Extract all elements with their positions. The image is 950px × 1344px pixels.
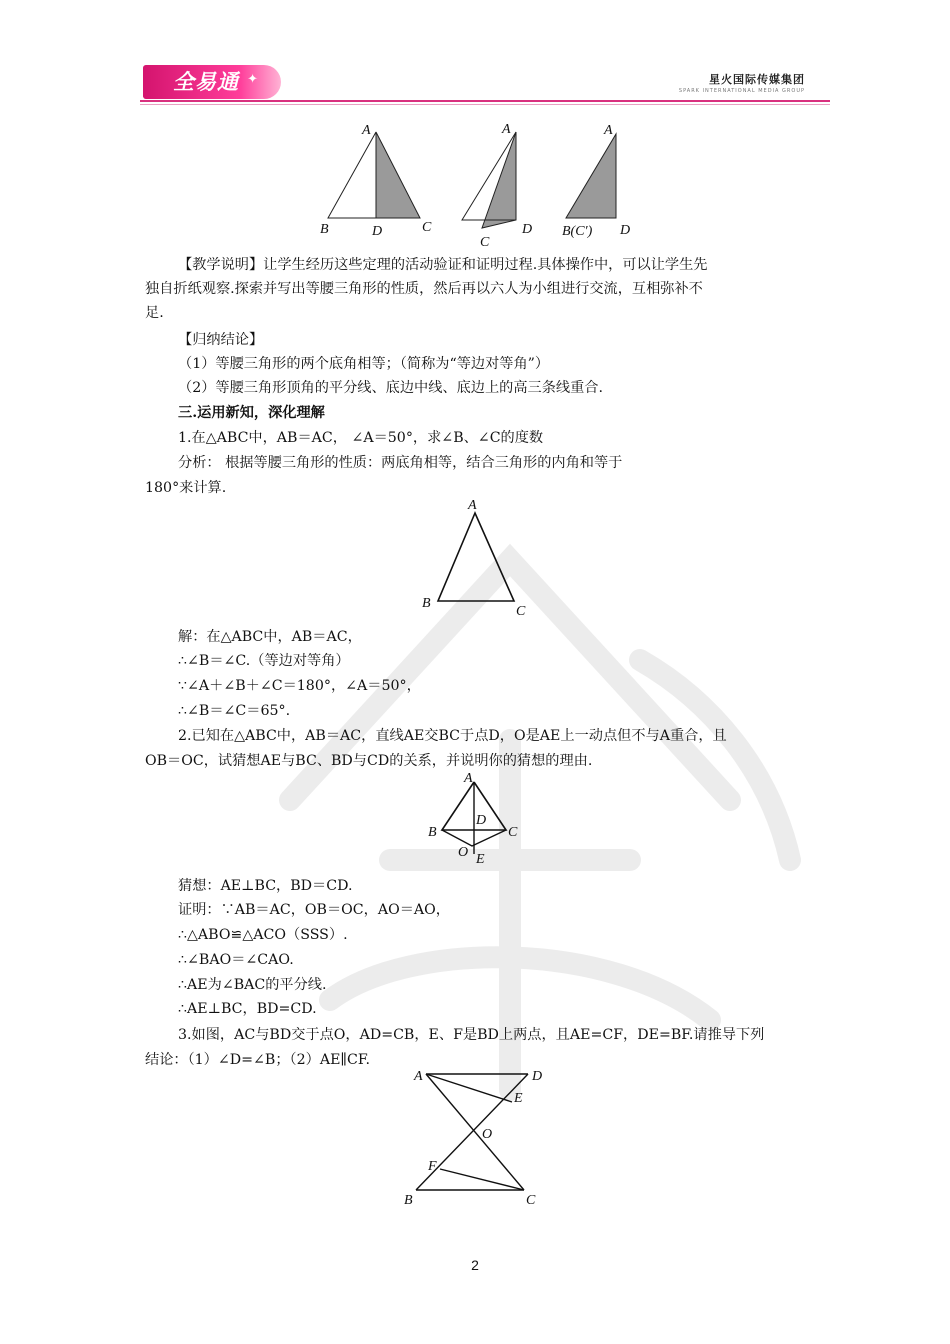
section-title: 三.运用新知，深化理解: [178, 405, 325, 421]
brand-logo: [143, 65, 281, 99]
fig2-label-c: C: [480, 235, 490, 250]
p3-label-a: A: [414, 1069, 423, 1084]
problem2-figure: [420, 770, 530, 870]
conclusion-item-2: （2）等腰三角形顶角的平分线、底边中线、底边上的高三条线重合.: [178, 380, 603, 396]
header-rule-thin: [140, 104, 830, 105]
p1-label-b: B: [422, 596, 431, 611]
fold-figure-3: [562, 123, 630, 239]
problem2-proof-4: ∴AE为∠BAC的平分线.: [178, 977, 327, 993]
p2-label-o: O: [458, 845, 469, 860]
fig2-label-a: A: [502, 122, 511, 137]
fold-figure-1: [320, 123, 432, 239]
fig3-label-bc: B(C′): [562, 224, 593, 239]
problem1-statement: 1.在△ABC中，AB＝AC， ∠A＝50°，求∠B、∠C的度数: [178, 430, 544, 446]
conclusion-item-1: （1）等腰三角形的两个底角相等；（简称为“等边对等角”）: [178, 356, 550, 372]
fig1-label-a: A: [362, 123, 371, 138]
problem3-statement-1: 3.如图，AC与BD交于点O，AD=CB，E、F是BD上两点，且AE=CF，DE=BF.请推导下列: [178, 1027, 765, 1043]
fig1-label-c: C: [422, 220, 432, 235]
logo-text: 全易通: [173, 70, 239, 94]
fig1-label-d: D: [372, 224, 383, 239]
conclusion-title: 【归纳结论】: [178, 332, 264, 348]
p3-label-o: O: [482, 1127, 493, 1142]
fig1-label-b: B: [320, 222, 329, 237]
p2-label-c: C: [508, 825, 518, 840]
brand-name-cn: 星火国际传媒集团: [709, 73, 805, 86]
problem1-analysis-1: 分析： 根据等腰三角形的性质：两底角相等，结合三角形的内角和等于: [178, 455, 623, 471]
teaching-note-line1: 【教学说明】让学生经历这些定理的活动验证和证明过程.具体操作中，可以让学生先: [178, 257, 708, 273]
problem2-statement-1: 2.已知在△ABC中，AB＝AC，直线AE交BC于点D，O是AE上一动点但不与A重合，且: [178, 728, 727, 744]
problem2-proof-2: ∴△ABO≌△ACO（SSS）.: [178, 927, 348, 943]
fold-figure-2: [462, 122, 532, 250]
p3-label-d: D: [532, 1069, 543, 1084]
problem2-proof-5: ∴AE⊥BC，BD=CD.: [178, 1001, 317, 1017]
problem3-figure: [400, 1062, 560, 1212]
publisher-brand: [679, 71, 805, 94]
p2-label-e: E: [476, 852, 485, 867]
problem2-proof-1: 证明：∵AB＝AC，OB＝OC，AO＝AO，: [178, 902, 450, 918]
p3-label-f: F: [428, 1159, 437, 1174]
folding-figure: [310, 118, 650, 253]
p2-label-d: D: [476, 813, 487, 828]
star-icon: ✦: [247, 72, 259, 87]
brand-name-en: SPARK INTERNATIONAL MEDIA GROUP: [678, 88, 805, 94]
teaching-note-line3: 足.: [145, 305, 164, 321]
problem2-statement-2: OB＝OC，试猜想AE与BC、BD与CD的关系，并说明你的猜想的理由.: [145, 753, 593, 769]
problem1-triangle: [410, 495, 540, 620]
problem3-statement-2: 结论：（1）∠D=∠B；（2）AE∥CF.: [145, 1052, 370, 1068]
problem2-proof-3: ∴∠BAO＝∠CAO.: [178, 952, 294, 968]
problem1-solution-3: ∵∠A＋∠B＋∠C＝180°，∠A＝50°，: [178, 678, 421, 694]
teaching-note-line2: 独自折纸观察.探索并写出等腰三角形的性质，然后再以六人为小组进行交流，互相弥补不: [145, 281, 703, 297]
p3-label-b: B: [404, 1193, 413, 1208]
fig3-label-a: A: [604, 123, 613, 138]
p1-label-c: C: [516, 604, 526, 619]
problem2-guess: 猜想：AE⊥BC，BD＝CD.: [178, 878, 353, 894]
p3-label-e: E: [514, 1091, 523, 1106]
p2-label-a: A: [464, 771, 473, 786]
problem1-solution-1: 解：在△ABC中，AB＝AC，: [178, 629, 362, 645]
header-rule: [140, 100, 830, 102]
p1-label-a: A: [468, 498, 477, 513]
page-number: 2: [471, 1257, 479, 1273]
problem1-solution-4: ∴∠B＝∠C＝65°.: [178, 703, 291, 719]
p3-label-c: C: [526, 1193, 536, 1208]
problem1-solution-2: ∴∠B＝∠C.（等边对等角）: [178, 653, 350, 669]
fig2-label-d: D: [522, 222, 533, 237]
p2-label-b: B: [428, 825, 437, 840]
problem1-analysis-2: 180°来计算.: [145, 480, 227, 496]
fig3-label-d: D: [620, 223, 631, 238]
